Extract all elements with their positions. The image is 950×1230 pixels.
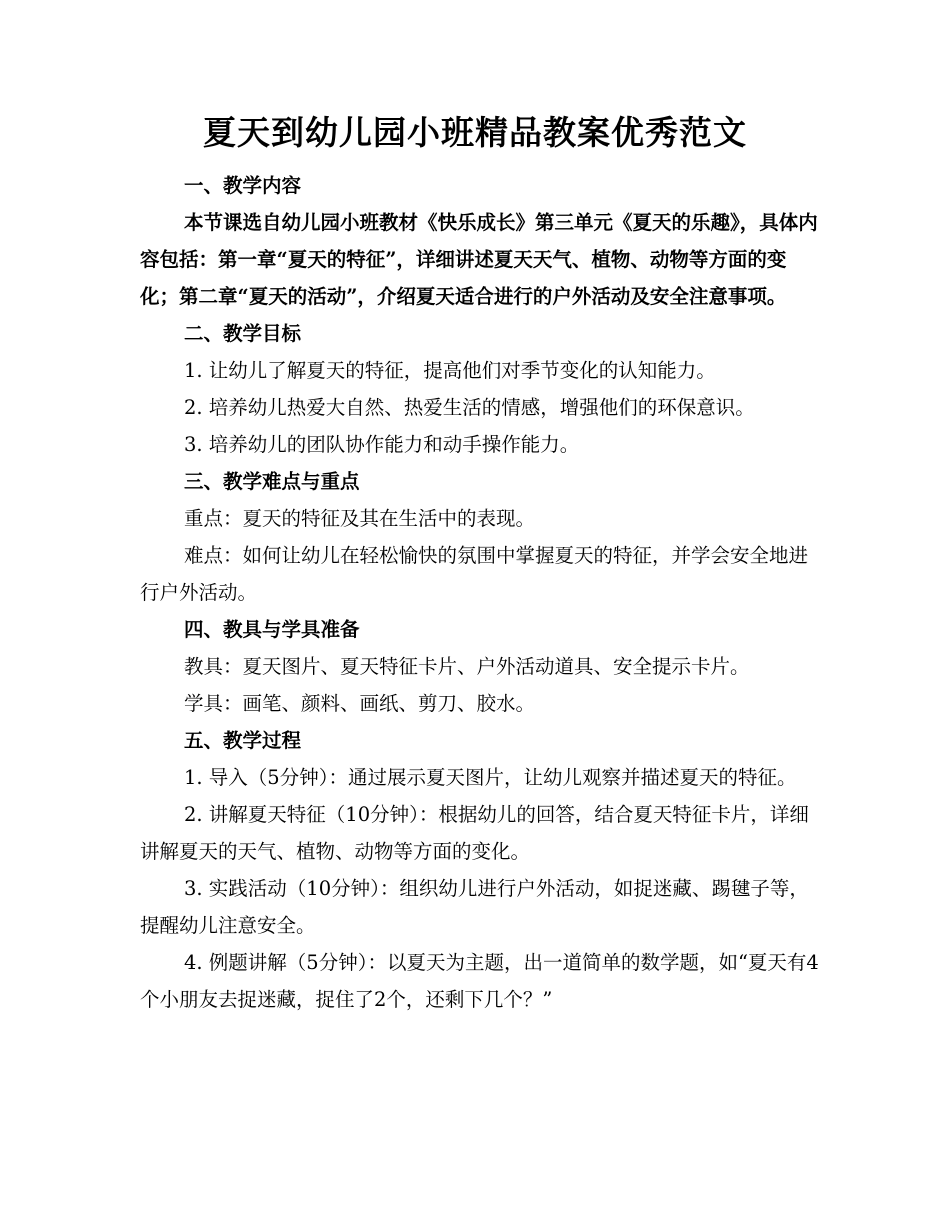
goal-item-3: 3. 培养幼儿的团队协作能力和动手操作能力。	[184, 433, 580, 456]
section-heading-key-points: 三、教学难点与重点	[184, 470, 360, 493]
content-paragraph: 本节课选自幼儿园小班教材《快乐成长》第三单元《夏天的乐趣》，具体内容包括：第一章“夏天的特征”，详细讲述夏天天气、植物、动物等方面的变化；第二章“夏天的活动”，介绍夏天适合进行的户外活动及安全注意事项。	[140, 211, 818, 308]
process-step-3: 3. 实践活动（10分钟）：组织幼儿进行户外活动，如捉迷藏、踢毽子等，提醒幼儿注意安全。	[140, 877, 809, 937]
key-point-paragraph: 重点：夏天的特征及其在生活中的表现。	[184, 507, 536, 530]
process-step-1: 1. 导入（5分钟）：通过展示夏天图片，让幼儿观察并描述夏天的特征。	[184, 766, 797, 789]
goal-item-1: 1. 让幼儿了解夏天的特征，提高他们对季节变化的认知能力。	[184, 359, 716, 382]
document-title: 夏天到幼儿园小班精品教案优秀范文	[203, 113, 747, 152]
section-heading-goals: 二、教学目标	[184, 322, 302, 345]
document-body	[140, 167, 820, 1018]
process-step-2: 2. 讲解夏天特征（10分钟）：根据幼儿的回答，结合夏天特征卡片，详细讲解夏天的天气、植物、动物等方面的变化。	[140, 803, 809, 863]
teaching-tools-paragraph: 教具：夏天图片、夏天特征卡片、户外活动道具、安全提示卡片。	[184, 655, 750, 678]
section-heading-content: 一、教学内容	[184, 174, 302, 197]
section-heading-materials: 四、教具与学具准备	[184, 618, 360, 641]
learning-tools-paragraph: 学具：画笔、颜料、画纸、剪刀、胶水。	[184, 692, 536, 715]
section-heading-process: 五、教学过程	[184, 729, 302, 752]
process-step-4: 4. 例题讲解（5分钟）：以夏天为主题，出一道简单的数学题，如“夏天有4个小朋友去捉迷藏，捉住了2个，还剩下几个？”	[140, 951, 819, 1011]
difficulty-paragraph: 难点：如何让幼儿在轻松愉快的氛围中掌握夏天的特征，并学会安全地进行户外活动。	[140, 544, 809, 604]
goal-item-2: 2. 培养幼儿热爱大自然、热爱生活的情感，增强他们的环保意识。	[184, 396, 755, 419]
